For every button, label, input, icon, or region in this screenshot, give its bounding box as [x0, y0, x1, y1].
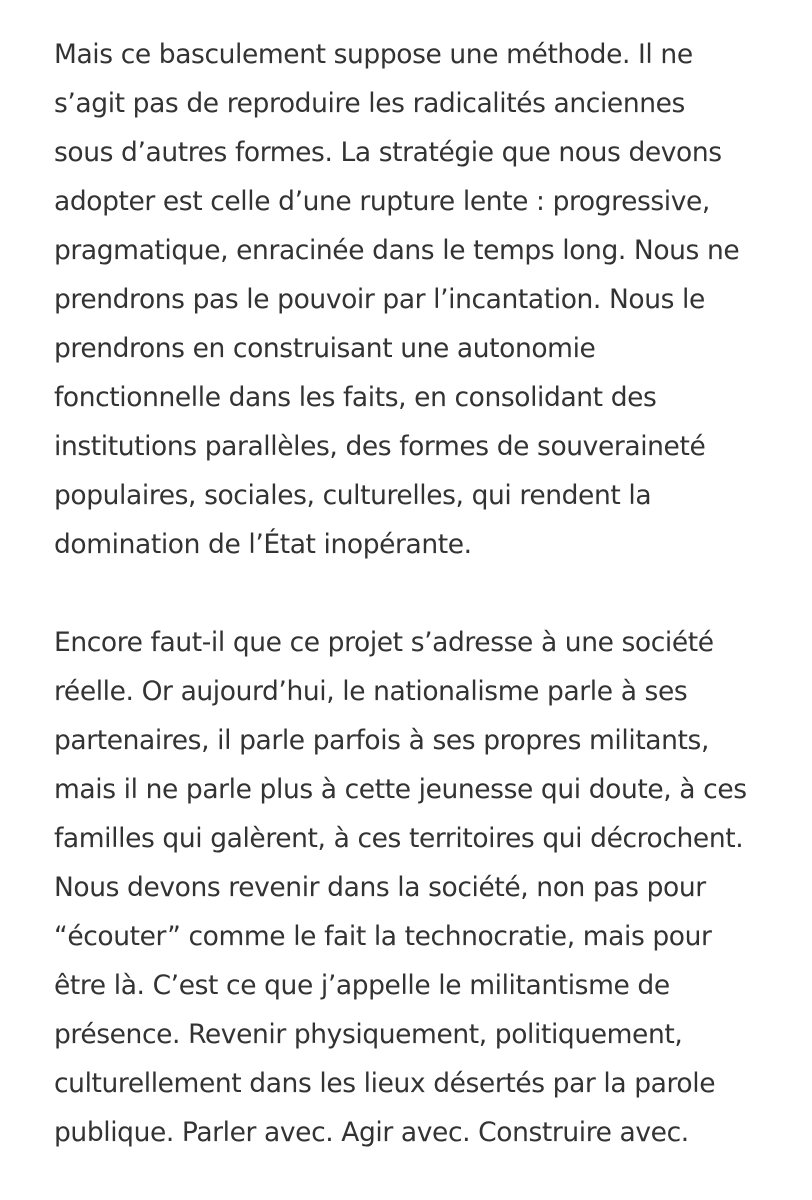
text-line: Encore faut-il que ce projet s’adresse à une société [54, 627, 714, 658]
text-line: “écouter” comme le fait la technocratie, mais pour [54, 921, 712, 952]
text-line: mais il ne parle plus à cette jeunesse qui doute, à ces [54, 774, 747, 805]
text-line: présence. Revenir physiquement, politiquement, [54, 1019, 683, 1050]
text-line: publique. Parler avec. Agir avec. Construire avec. [54, 1117, 689, 1148]
text-line: adopter est celle d’une rupture lente : progressive, [54, 186, 710, 217]
text-line: partenaires, il parle parfois à ses propres militants, [54, 725, 709, 756]
text-line: fonctionnelle dans les faits, en consolidant des [54, 382, 657, 413]
text-line: Nous devons revenir dans la société, non pas pour [54, 872, 706, 903]
text-line: s’agit pas de reproduire les radicalités anciennes [54, 88, 685, 119]
text-line: populaires, sociales, culturelles, qui rendent la [54, 480, 652, 511]
text-line: familles qui galèrent, à ces territoires qui décrochent. [54, 823, 744, 854]
article-body [54, 30, 774, 1157]
text-line: Mais ce basculement suppose une méthode. Il ne [54, 39, 693, 70]
text-line: prendrons en construisant une autonomie [54, 333, 596, 364]
text-line: culturellement dans les lieux désertés par la parole [54, 1068, 716, 1099]
text-line: sous d’autres formes. La stratégie que nous devons [54, 137, 722, 168]
paragraph-2 [54, 618, 774, 1157]
text-line: pragmatique, enracinée dans le temps long. Nous ne [54, 235, 740, 266]
text-line: réelle. Or aujourd’hui, le nationalisme parle à ses [54, 676, 688, 707]
paragraph-1 [54, 30, 774, 569]
text-line: prendrons pas le pouvoir par l’incantation. Nous le [54, 284, 705, 315]
text-line: institutions parallèles, des formes de souveraineté [54, 431, 706, 462]
text-line: être là. C’est ce que j’appelle le militantisme de [54, 970, 670, 1001]
text-line: domination de l’État inopérante. [54, 529, 472, 560]
